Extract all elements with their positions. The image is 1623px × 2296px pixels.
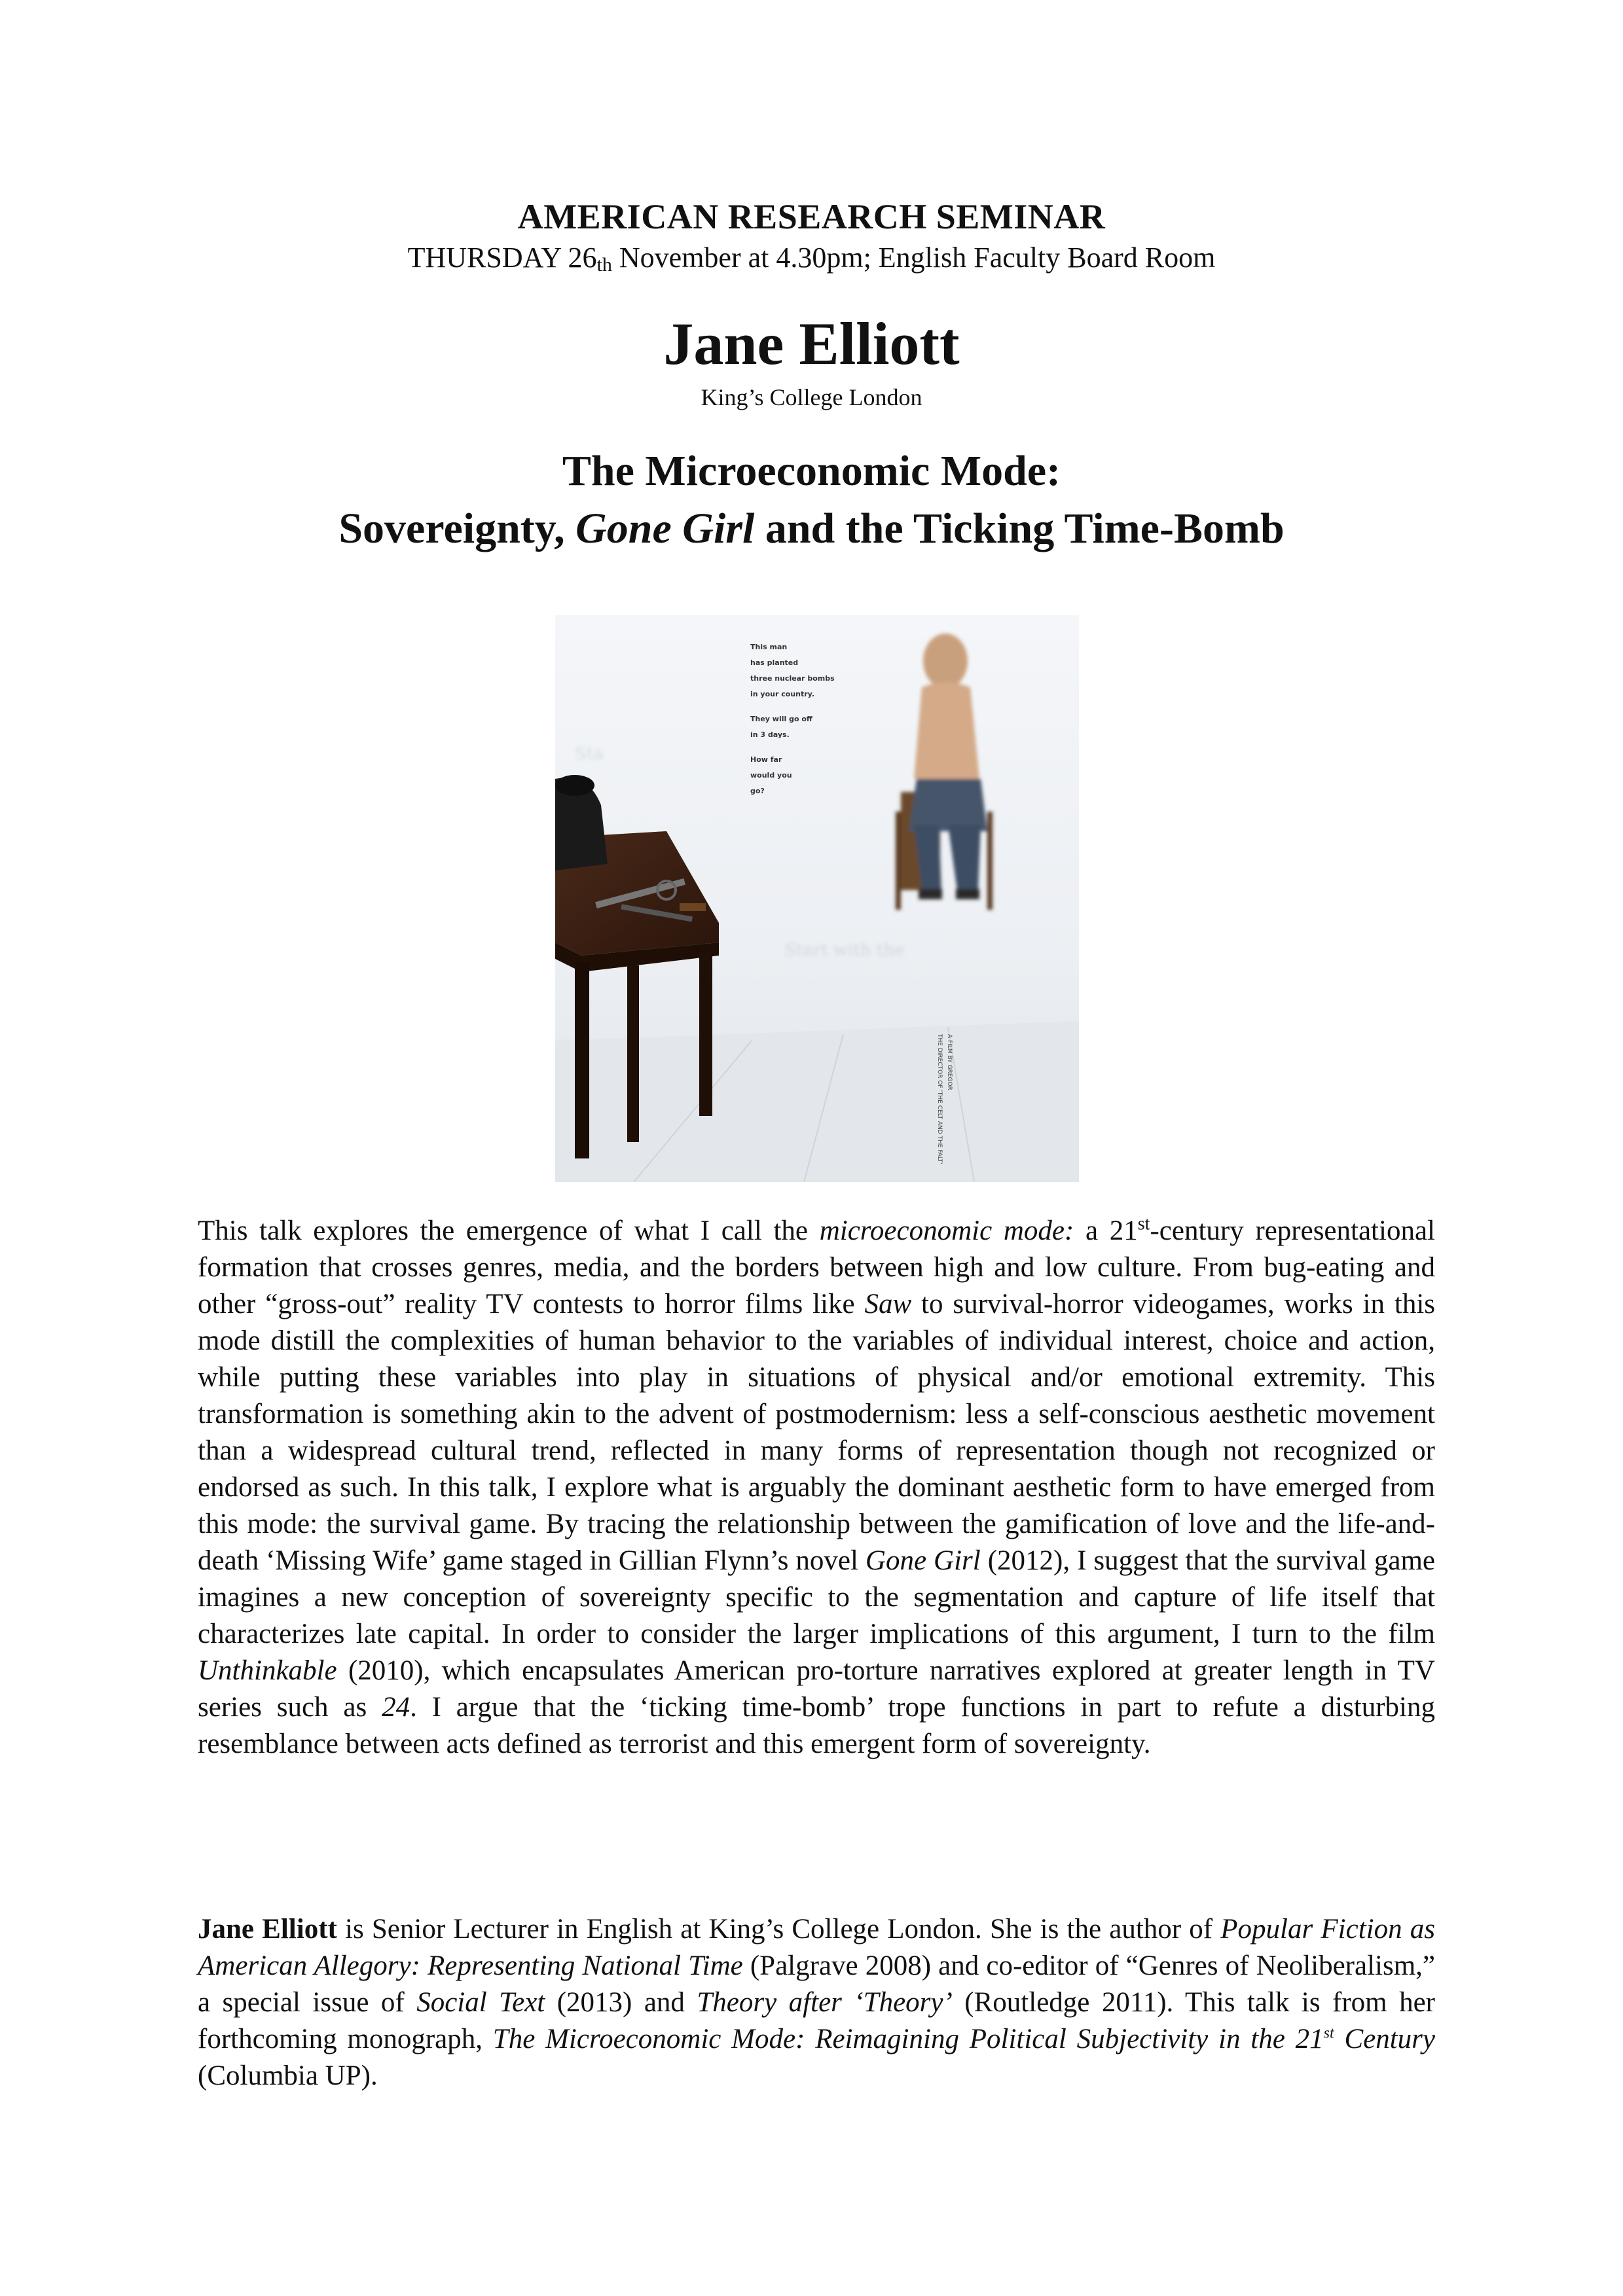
talk-title-line2	[0, 504, 1623, 554]
abstract-series: 24	[382, 1692, 410, 1723]
event-details: November at 4.30pm; English Faculty Board Room	[611, 242, 1216, 274]
poster-tagline-1: This man	[750, 643, 788, 651]
poster-tagline-3: three nuclear bombs	[750, 674, 835, 683]
abstract-text-5: (2012), I suggest that the survival game imagines a new conception of sovereignty specific to the segmentation and capture of life itself that characterizes late capital. In order to consider the larger implications of this argument, I turn to the film	[198, 1545, 1435, 1649]
poster-credit-1: A FILM BY GREGOR	[946, 1034, 953, 1090]
talk-abstract	[198, 1213, 1435, 1763]
abstract-text-1: This talk explores the emergence of what I call the	[198, 1215, 820, 1246]
bio-book3-sup: st	[1323, 2024, 1334, 2042]
event-date-location	[0, 241, 1623, 276]
poster-tagline-7: How far	[750, 755, 782, 764]
abstract-text-4: to survival-horror videogames, works in this mode distill the complexities of human behavior to the variables of individual interest, choice and action, while putting these variables into play in situations of physical and/or emotional extremity. This transformation is something akin to the advent of postmodernism: less a self-conscious aesthetic movement than a widespread cultural trend, reflected in many forms of representation though not recognized or endorsed as such. In this talk, I explore what is arguably the dominant aesthetic form to have emerged from this mode: the survival game. By tracing the relationship between the gamification of love and the life-and-death ‘Missing Wife’ game staged in Gillian Flynn’s novel	[198, 1289, 1435, 1576]
bio-book3: The Microeconomic Mode: Reimagining Political Subjectivity in the 21	[492, 2024, 1324, 2054]
abstract-saw: Saw	[864, 1289, 912, 1319]
svg-text:Sta: Sta	[575, 744, 604, 764]
poster-tagline-2: has planted	[750, 658, 799, 667]
speaker-bio	[198, 1911, 1435, 2094]
poster-tagline-6: in 3 days.	[750, 730, 790, 739]
abstract-sup: st	[1137, 1213, 1150, 1234]
bio-book2: Theory after ‘Theory’	[697, 1987, 953, 2018]
abstract-text-6: (2010), which encapsulates American pro-torture narratives explored at greater length in TV series such as	[198, 1655, 1435, 1723]
speaker-affiliation: King’s College London	[701, 384, 922, 410]
svg-text:Start with the: Start with the	[784, 941, 905, 960]
event-day-suffix: th	[596, 254, 612, 276]
bio-text-2: (Palgrave 2008) and co-editor of “Genres of Neoliberalism,” a special issue of	[198, 1950, 1435, 2018]
poster-tagline-5: They will go off	[750, 715, 812, 723]
seminar-heading: AMERICAN RESEARCH SEMINAR	[517, 197, 1106, 236]
abstract-gone-girl: Gone Girl	[865, 1545, 981, 1576]
title-part-a: Sovereignty,	[338, 505, 576, 552]
talk-title-line1: The Microeconomic Mode:	[562, 447, 1061, 495]
bio-text-5: (Columbia UP).	[198, 2060, 378, 2091]
abstract-text-7: . I argue that the ‘ticking time-bomb’ trope functions in part to refute a disturbing resemblance between acts defined as terrorist and this emergent form of sovereignty.	[198, 1692, 1435, 1759]
title-part-b: and the Ticking Time-Bomb	[754, 505, 1285, 552]
poster-tagline-9: go?	[750, 787, 765, 795]
event-day: THURSDAY 26	[407, 242, 597, 274]
poster-tagline-4: in your country.	[750, 690, 815, 698]
bio-book1: Popular Fiction as American Allegory: Representing National Time	[198, 1914, 1435, 1981]
bio-journal: Social Text	[416, 1987, 545, 2018]
bio-text-4: (Routledge 2011). This talk is from her forthcoming monograph,	[198, 1987, 1435, 2054]
abstract-text-3: -century representational formation that crosses genres, media, and the borders between high and low culture. From bug-eating and other “gross-out” reality TV contests to horror films like	[198, 1215, 1435, 1319]
abstract-text-2: a 21	[1074, 1215, 1138, 1246]
poster-tagline-8: would you	[750, 771, 792, 780]
bio-text-1: is Senior Lecturer in English at King’s College London. She is the author of	[337, 1914, 1221, 1945]
abstract-term: microeconomic mode:	[819, 1215, 1074, 1246]
poster-credit-2: THE DIRECTOR OF 'THE CELT AND THE FALT'	[936, 1034, 943, 1164]
bio-name: Jane Elliott	[198, 1914, 337, 1945]
title-italic-gone-girl: Gone Girl	[575, 505, 755, 552]
bio-text-3: (2013) and	[545, 1987, 697, 2018]
abstract-unthinkable: Unthinkable	[198, 1655, 337, 1686]
speaker-name: Jane Elliott	[663, 310, 960, 377]
film-poster-image	[555, 615, 1079, 1182]
bio-book3-end: Century	[1334, 2024, 1435, 2054]
